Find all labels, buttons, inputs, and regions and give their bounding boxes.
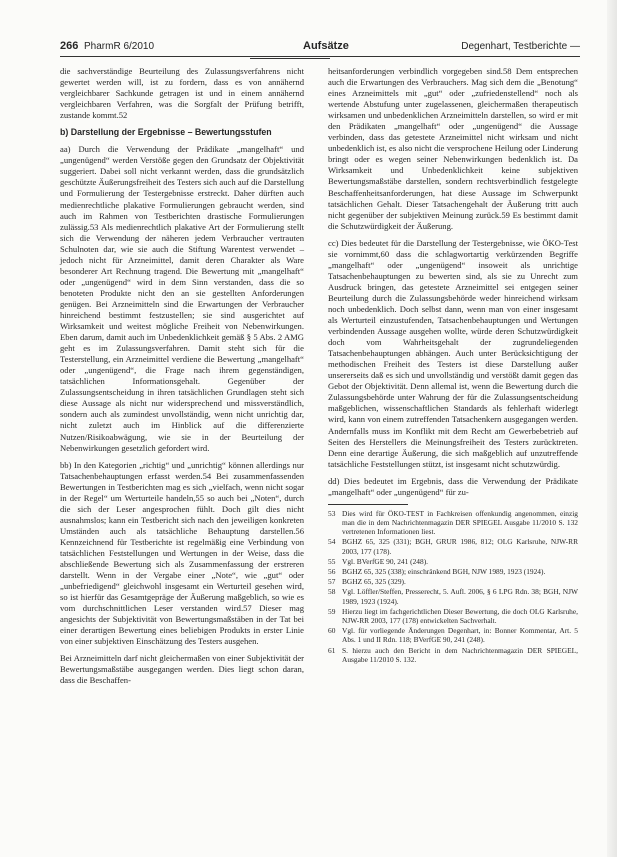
paragraph: cc) Dies bedeutet für die Darstellung der Testergebnisse, wie ÖKO-Test sie vornimmt,60 dass die schlagwortartig verkürzenden Begriffe „mangelhaft“ oder „ungenügend“ insoweit als unrichtige Tatsachenbehauptungen zu bewerten sind, als sie zu Unrecht zum Ausdruck bringen, das getestete Arzneimittel sei entgegen seiner Beurteilung durch die Zulassungsbehörde weder hinreichend wirksam noch unbedenklich. Doch selbst dann, wenn man von einer insgesamt als Werturteil einzustufenden, Tatsachenbehauptungen und Wertungen verbindenden Aussage ausgehen wollte, würde deren Schutzwürdigkeit doch vom Wahrheitsgehalt der zugrundeliegenden Tatsachenbehauptungen abhängen. Auch unter Berücksichtigung der methodischen Freiheit des Testers ist diese Darstellung außer unsererseits daß es sich und unvollständig und verstößt damit gegen das Gebot der Objektivität. Denn allemal ist, wenn die Bewertung durch die Zulassungsbehörde unter Wahrung der für die Zulassungsentscheidung maßgeblichen, wissenschaftlichen Standards als fehlerhaft widerlegt wird, kann von einem zutreffenden Tatsachenkern ausgegangen werden. Andernfalls muss im Konflikt mit dem Recht am Gewerbebetrieb auf Seiten des Herstellers die Meinungsfreiheit des Testers zurücktreten. Denn eine derartige Äußerung, die sich maßgeblich auf unzutreffende tatsächliche Feststellungen stützt, ist insgesamt nicht schutzwürdig. <box>328 237 578 469</box>
footnote-text: Vgl. Löffler/Steffen, Presserecht, 5. Aufl. 2006, § 6 LPG Rdn. 38; BGH, NJW 1989, 1923 (1924). <box>342 587 578 606</box>
footnote <box>328 509 578 537</box>
footnote-text: Hierzu liegt im fachgerichtlichen Dieser Bewertung, die doch OLG Karlsruhe, NJW-RR 2003, 177 (178) entwickelten Sachverhalt. <box>342 606 578 626</box>
footnote-text: BGHZ 65, 325 (338); einschränkend BGH, NJW 1989, 1923 (1924). <box>342 567 546 576</box>
section-title: Aufsätze <box>303 40 349 52</box>
footnote-number: 59 <box>328 606 336 616</box>
paragraph: dd) Dies bedeutet im Ergebnis, dass die Verwendung der Prädikate „mangelhaft“ oder „ungenügend“ für zu- <box>328 475 578 497</box>
footnote <box>328 567 578 576</box>
footnote-rule <box>328 504 408 505</box>
page-number: 266 <box>60 40 79 52</box>
left-column <box>60 66 304 693</box>
footnote-text: Vgl. BVerfGE 90, 241 (248). <box>342 556 429 566</box>
footnote-number: 57 <box>328 577 336 587</box>
footnote <box>328 626 578 644</box>
paragraph: heitsanforderungen verbindlich vorgegeben sind.58 Dem entsprechen auch die Erwartungen des Verbrauchers. Mag sich dem die „Benotung“ eines Arzneimittels mit „gut“ oder „zufriedenstellend“ noch als wertende Abstufung unter zugelassenen, gleichermaßen therapeutisch wirksamen und unbedenklichen Arzneimitteln darstellen, so wird er mit den Prädikaten „mangelhaft“ oder „ungenügend“ die Aussage verbinden, dass das getestete Arzneimittel nicht wirksam und nicht unbedenklich ist, es also nicht die versprochene Heilung oder Linderung bringt oder es wegen seiner Nebenwirkungen bedenklich ist. Da Wirksamkeit und Unbedenklichkeit keine subjektiven Bewertungsmaßstäbe darstellen, sondern rechtsverbindlich festgelegte Beschaffenheitsanforderungen, hat diese Aussage im Schwerpunkt tatsächlichen Gehalt. Dieser Tatsachengehalt der Äußerung tritt auch nicht gegenüber der subjektiven Meinung zurück.59 Es bestimmt damit die Schutzwürdigkeit der Äußerung. <box>328 66 578 231</box>
footnote-text: Vgl. für vorliegende Änderungen Degenhart, in: Bonner Kommentar, Art. 5 Abs. 1 und II Rdn. 118; BVerfGE 90, 241 (248). <box>342 626 578 645</box>
footnote-text: BGHZ 65, 325 (329). <box>342 577 406 587</box>
subheading: b) Darstellung der Ergebnisse – Bewertungsstufen <box>60 127 272 138</box>
footnote-number: 58 <box>328 587 336 597</box>
footnote-number: 60 <box>328 626 336 636</box>
footnote <box>328 557 578 566</box>
journal-name: PharmR 6/2010 <box>84 41 155 52</box>
paragraph: bb) In den Kategorien „richtig“ und „unrichtig“ können allerdings nur Tatsachenbehauptungen erfasst werden.54 Bei zusammenfassenden Bewertungen in Testberichten mag es sich „vielfach, wenn nicht sogar in der Regel“ um Werturteile handeln,55 so auch bei „Noten“, durch die sich der Leser angesprochen fühlt. Doch gilt dies nicht ausnahmslos; kann ein Testbericht sich nach den jeweiligen konkreten Umständen auch als tatsächliche Behauptung darstellen.56 Kennzeichnend für Testberichte ist regelmäßig eine Verbindung von tatsächlichen Feststellungen und Wertungen in der Weise, dass die abschließende Bewertung sich als Zusammenfassung der erstreren darstellt. Wenn in der Vergabe einer „Note“, wie „gut“ oder „unbefriedigend“ gleichwohl insgesamt ein Werturteil gesehen wird, so ist hierfür das Gesamtgepräge der Äußerung maßgeblich, so wie es vom durchschnittlichen Leser verstanden wird.57 Dieser mag angesichts der Subjektivität von Bewertungsmaßstäben in der Tat bei einer derartigen Bewertung eines beliebigen Produkts in erster Linie von einer subjektiven Einschätzung des Testers ausgehen. <box>60 459 304 647</box>
footnote-number: 54 <box>328 537 336 547</box>
header-rule <box>60 56 580 57</box>
footnote <box>328 607 578 625</box>
section-underline <box>250 58 330 59</box>
scan-edge <box>607 0 617 857</box>
page-header <box>60 40 580 60</box>
footnotes <box>328 509 578 664</box>
paragraph: die sachverständige Beurteilung des Zulassungsverfahrens nicht gewertet werden will, ist zu fordern, dass es von annähernd vergleichbarer Sachkunde getragen ist und in einem annähernd vergleichbaren Verfahren, was die Sorgfalt der Prüfung betrifft, zustande kommt.52 <box>60 66 304 121</box>
running-title: Degenhart, Testberichte — <box>461 41 580 52</box>
footnote <box>328 537 578 555</box>
footnote-text: S. hierzu auch den Bericht in dem Nachrichtenmagazin DER SPIEGEL, Ausgabe 11/2010 S. 132. <box>342 645 578 664</box>
footnote <box>328 646 578 664</box>
footnote <box>328 577 578 586</box>
paragraph: aa) Durch die Verwendung der Prädikate „mangelhaft“ und „ungenügend“ werden Verstöße gegen den Grundsatz der Objektivität suggeriert. Dabei soll nicht verkannt werden, dass die grundsätzlich geschützte Äußerungsfreiheit des Testers sich auch auf die Darstellung und Formulierung der Testergebnisse erstreckt. Daher dürften auch medienrechtliche plakative Formulierungen gebraucht werden, sind auch im Rahmen von Testberichten drastische Formulierungen zulässig.53 Als medienrechtlich plakative Art der Formulierung stellt sich die Verwendung der näheren jedem Verbraucher vertrauten Schulnoten dar, wie sie auch die Stiftung Warentest verwendet – jedoch nicht für Arzneimittel, damit deren Charakter als Ware besonderer Art Rechnung tragend. Die Bewertung mit „mangelhaft“ oder „ungenügend“ wird in dem Sinn verstanden, dass die so benoteten Produkte nicht den an sie gestellten Anforderungen genügen. Bei Arzneimitteln sind die Erwartungen der Verbraucher hinreichend bestimmt festzustellen; sie sind ausgerichtet auf Wirksamkeit und weitest mögliche Freiheit von Nebenwirkungen. Eben darum, damit auch im Unbedenklichkeit gemäß § 5 Abs. 2 AMG geht es im Zulassungsverfahren. Damit steht sich für die Testerstellung, ein Arzneimittel verdiene die Bewertung „mangelhaft“ oder „ungenügend“, die Frage nach ihrem gegenständigen, tatsächlichen Informationsgehalt. Gegenüber der Zulassungsentscheidung in ihren tatsächlichen Grundlagen steht sich diese Aussage als nicht nur widersprechend und missverständlich, sondern auch als zumindest unvollständig, wenn nicht unrichtig dar, nicht zuletzt auch im Hinblick auf die differenzierte Nutzen/Risikoabwägung, wie sie in der Beurteilung der Nebenwirkungen gesetzlich gefordert wird. <box>60 144 304 453</box>
paragraph: Bei Arzneimitteln darf nicht gleichermaßen von einer Subjektivität der Bewertungsmaßstäbe ausgegangen werden. Dies liegt schon daran, dass die Beschaffen- <box>60 653 304 686</box>
footnote-number: 61 <box>328 645 336 655</box>
footnote-text: Dies wird für ÖKO-TEST in Fachkreisen offenkundig angenommen, einzig man die in dem Nachrichtenmagazin DER SPIEGEL Ausgabe 11/2010 S. 132 vertretenen Informationen liest. <box>342 508 578 537</box>
footnote-number: 55 <box>328 556 336 566</box>
right-column <box>328 66 578 665</box>
footnote <box>328 587 578 605</box>
footnote-number: 56 <box>328 567 336 576</box>
footnote-text: BGHZ 65, 325 (331); BGH, GRUR 1986, 812; OLG Karlsruhe, NJW-RR 2003, 177 (178). <box>342 537 578 556</box>
footnote-number: 53 <box>328 508 336 518</box>
